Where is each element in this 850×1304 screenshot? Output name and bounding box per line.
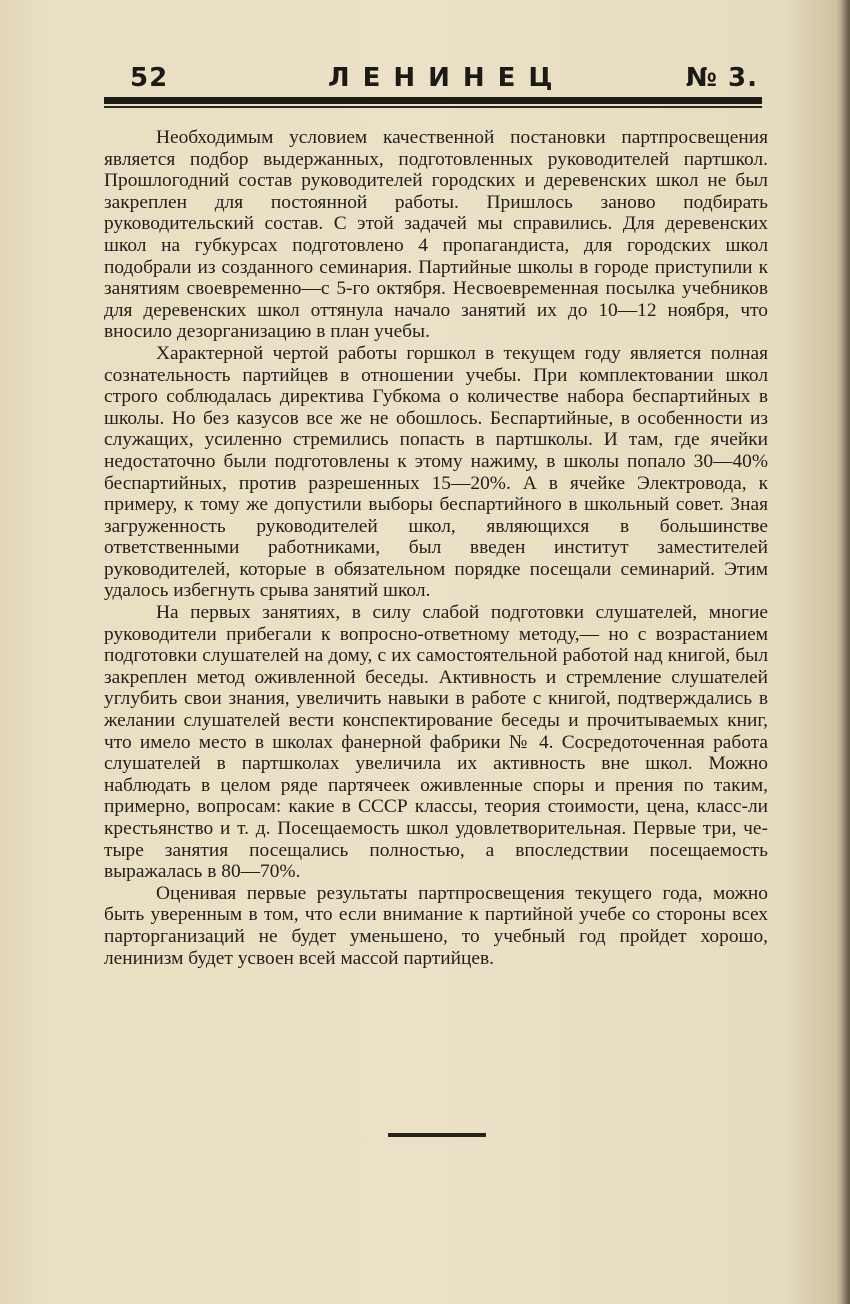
page-number: 52 bbox=[130, 63, 169, 93]
article-body bbox=[104, 127, 768, 969]
page-edge-shadow bbox=[836, 0, 850, 1304]
paragraph-3: На первых занятиях, в силу слабой подготовки слушателей, многие руководители прибегали к вопросно-ответному методу,— но с возрастанием подготовки слушателей на дому, с их самостоятельной работой над книгой, был закреплен метод оживленной беседы. Активность и стремление слушателей углубить свои знания, увеличить навыки в работе с книгой, подтверждались в желании слушателей вести конспектирование беседы и прочитываемых книг, что имело место в школах фанерной фабрики № 4. Сосредоточенная работа слушателей в партшколах увеличила их активность вне школ. Можно наблюдать в целом ряде партячеек оживленные споры и прения по таким, примерно, вопросам: какие в СССР классы, теория стоимости, цена, класс-ли крестьянство и т. д. Посещаемость школ удовлетворительная. Первые три, четыре занятия посещались полностью, а впоследствии посещаемость выражалась в 80—70%. bbox=[104, 602, 768, 883]
journal-title: ЛЕНИНЕЦ bbox=[328, 63, 566, 93]
header-rule-thin bbox=[104, 106, 762, 108]
header-rule-thick bbox=[104, 97, 762, 104]
paragraph-1: Необходимым условием качественной постановки партпросвещения является подбор выдержанных, подготовленных руководителей партшкол. Прошлогодний состав руководителей городских и деревенских школ не был закреплен для постоянной работы. Пришлось заново подбирать руководительский состав. С этой задачей мы справились. Для деревенских школ на губкурсах подготовлено 4 пропагандиста, для городских школ подобрали из созданного семинария. Партийные школы в городе приступили к занятиям своевременно—с 5-го октября. Несвоевременная посылка учебников для деревенских школ оттянула начало занятий их до 10—12 ноября, что вносило дезорганизацию в план учебы. bbox=[104, 127, 768, 343]
issue-number: № 3. bbox=[685, 63, 758, 93]
running-header bbox=[128, 60, 768, 96]
end-of-article-rule bbox=[388, 1133, 486, 1137]
paragraph-2: Характерной чертой работы горшкол в текущем году является полная сознательность партийцев в отношении учебы. При комплектовании школ строго соблюдалась директива Губкома о количестве набора беспартийных в школы. Но без казусов все же не обошлось. Беспартийные, в особенности из служащих, усиленно стремились попасть в партшколы. И там, где ячейки недостаточно были подготовлены к этому нажиму, в школы попало 30—40% беспартийных, против разрешенных 15—20%. А в ячейке Электровода, к примеру, к тому же допустили выборы беспартийного в школьный совет. Зная загруженность руководителей школ, являющихся в большинстве ответственными работниками, был введен институт заместителей руководителей, которые в обязательном порядке посещали семинарий. Этим удалось избегнуть срыва занятий школ. bbox=[104, 342, 768, 602]
paragraph-4: Оценивая первые результаты партпросвещения текущего года, можно быть уверенным в том, что если внимание к партийной учебе со стороны всех парторганизаций не будет уменьшено, то учебный год пройдет хорошо, ленинизм будет усвоен всей массой партийцев. bbox=[104, 882, 768, 969]
